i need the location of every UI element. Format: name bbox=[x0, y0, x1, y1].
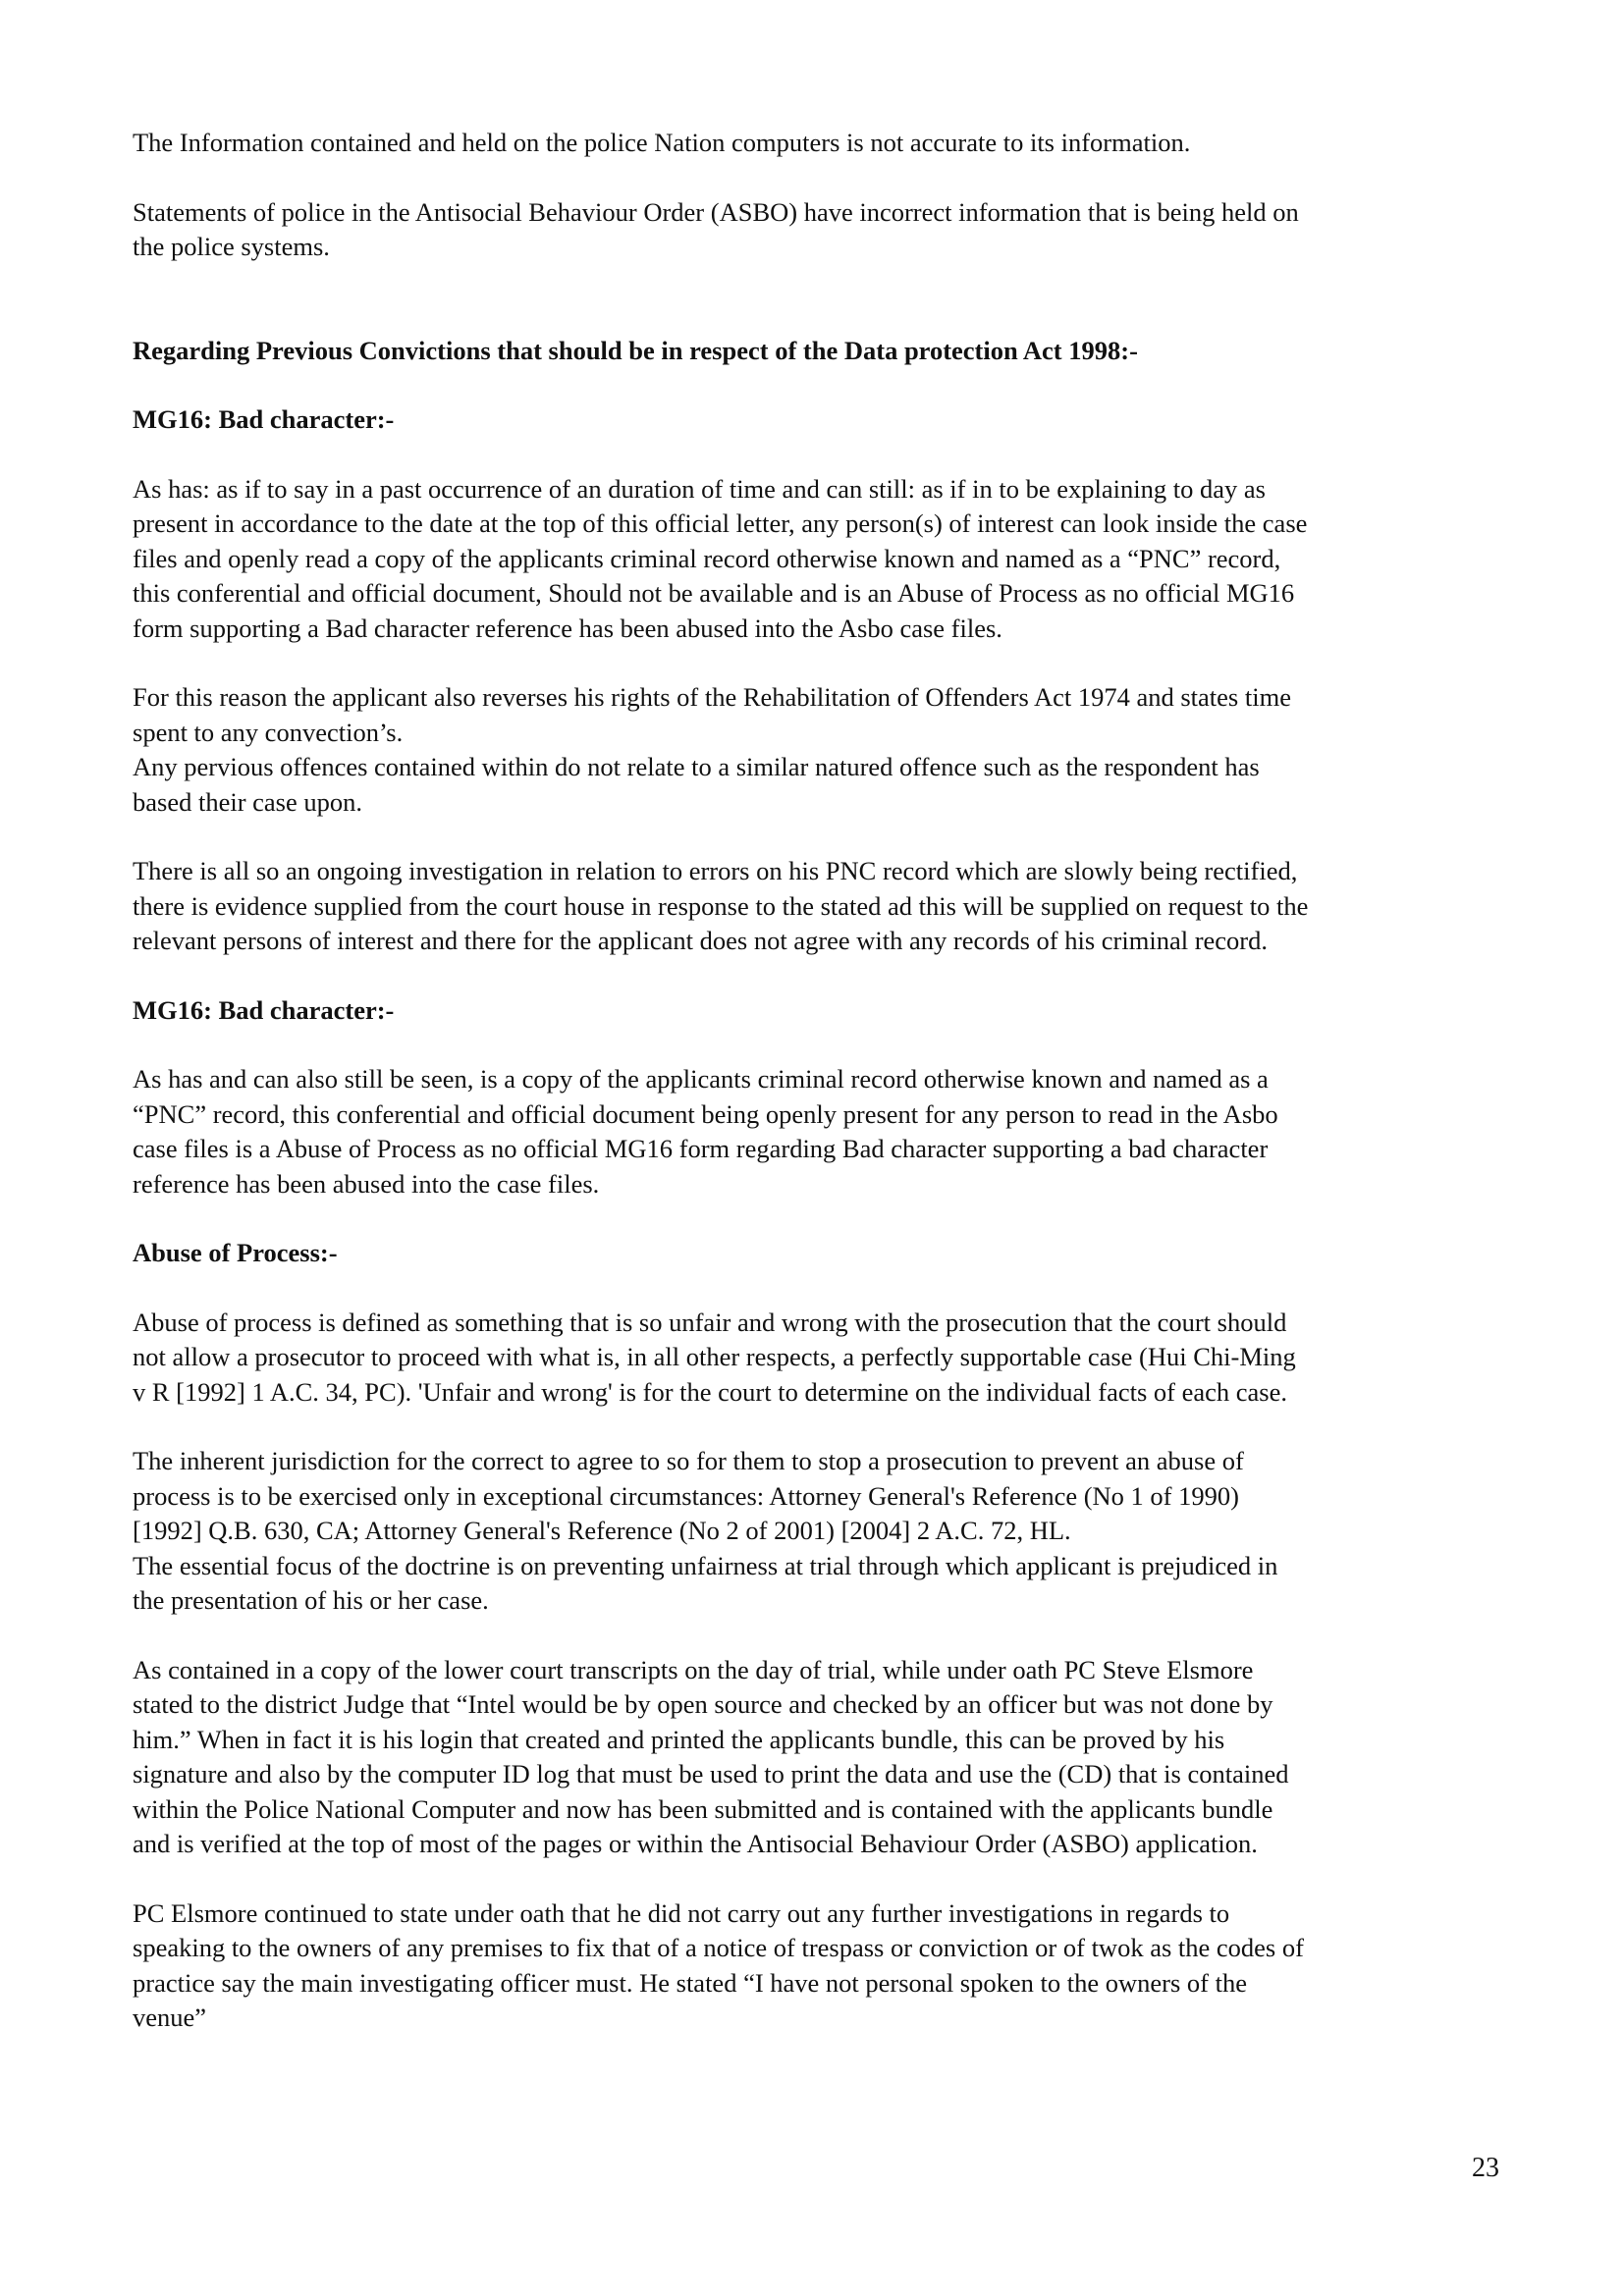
heading-abuse-of-process: Abuse of Process:- bbox=[133, 1238, 338, 1267]
paragraph-court-transcripts: As contained in a copy of the lower court transcripts on the day of trial, while under oath PC Steve Elsmore stated to the district Judge that “Intel would be by open source and checked by an officer but was not done by him.” When in fact it is his login that created and printed the applicants bundle, this can be proved by his signature and also by the computer ID log that must be used to print the data and use the (CD) that is contained within the Police National Computer and now has been submitted and is contained with the applicants bundle and is verified at the top of most of the pages or within the Antisocial Behaviour Order (ASBO) application. bbox=[133, 1654, 1289, 1858]
paragraph-pc-elsmore: PC Elsmore continued to state under oath that he did not carry out any further investigations in regards to speaking to the owners of any premises to fix that of a notice of trespass or conviction or of twok as the codes of practice say the main investigating officer must. He stated “I have not personal spoken to the owners of the venue” bbox=[133, 1897, 1304, 2032]
page-number: 23 bbox=[1472, 2153, 1499, 2183]
heading-mg16-bad-character-2: MG16: Bad character:- bbox=[133, 994, 395, 1025]
paragraph-pnc-information: The Information contained and held on the police Nation computers is not accurate to its information. bbox=[133, 128, 1191, 157]
heading-mg16-bad-character-1: MG16: Bad character:- bbox=[133, 404, 395, 434]
paragraph-rehabilitation: For this reason the applicant also reverses his rights of the Rehabilitation of Offenders Act 1974 and states time spent to any convection’s. Any pervious offences contained within do not relate to a similar natured offence such as the respondent has based their case upon. bbox=[133, 682, 1291, 817]
paragraph-pnc-record-copy: As has and can also still be seen, is a copy of the applicants criminal record otherwise known and named as a “PNC” record, this conferential and official document being openly present for any person to read in the Asbo case files is a Abuse of Process as no official MG16 form regarding Bad character supporting a bad character reference has been abused into the case files. bbox=[133, 1064, 1278, 1199]
heading-previous-convictions: Regarding Previous Convictions that should be in respect of the Data protection Act 1998:- bbox=[133, 335, 1138, 365]
paragraph-inherent-jurisdiction: The inherent jurisdiction for the correct to agree to so for them to stop a prosecution to prevent an abuse of process is to be exercised only in exceptional circumstances: Attorney General's Reference (No 1 of 1990) [1992] Q.B. 630, CA; Attorney General's Reference (No 2 of 2001) [2004] 2 A.C. 72, HL. The essential focus of the doctrine is on preventing unfairness at trial through which applicant is prejudiced in the presentation of his or her case. bbox=[133, 1446, 1278, 1615]
document-body bbox=[133, 126, 1507, 2070]
paragraph-as-has: As has: as if to say in a past occurrence of an duration of time and can still: as if in to be explaining to day as present in accordance to the date at the top of this official letter, any person(s) of interest can look inside the case files and openly read a copy of the applicants criminal record otherwise known and named as a “PNC” record, this conferential and official document, Should not be available and is an Abuse of Process as no official MG16 form supporting a Bad character reference has been abused into the Asbo case files. bbox=[133, 473, 1308, 643]
paragraph-abuse-definition: Abuse of process is defined as something that is so unfair and wrong with the prosecution that the court should not allow a prosecutor to proceed with what is, in all other respects, a perfectly supportable case (Hui Chi-Ming v R [1992] 1 A.C. 34, PC). 'Unfair and wrong' is for the court to determine on the individual facts of each case. bbox=[133, 1307, 1296, 1407]
paragraph-ongoing-investigation: There is all so an ongoing investigation in relation to errors on his PNC record which are slowly being rectified, there is evidence supplied from the court house in response to the stated ad this will be supplied on request to the relevant persons of interest and there for the applicant does not agree with any records of his criminal record. bbox=[133, 856, 1309, 955]
paragraph-asbo-statements: Statements of police in the Antisocial Behaviour Order (ASBO) have incorrect information that is being held on the police systems. bbox=[133, 196, 1299, 261]
